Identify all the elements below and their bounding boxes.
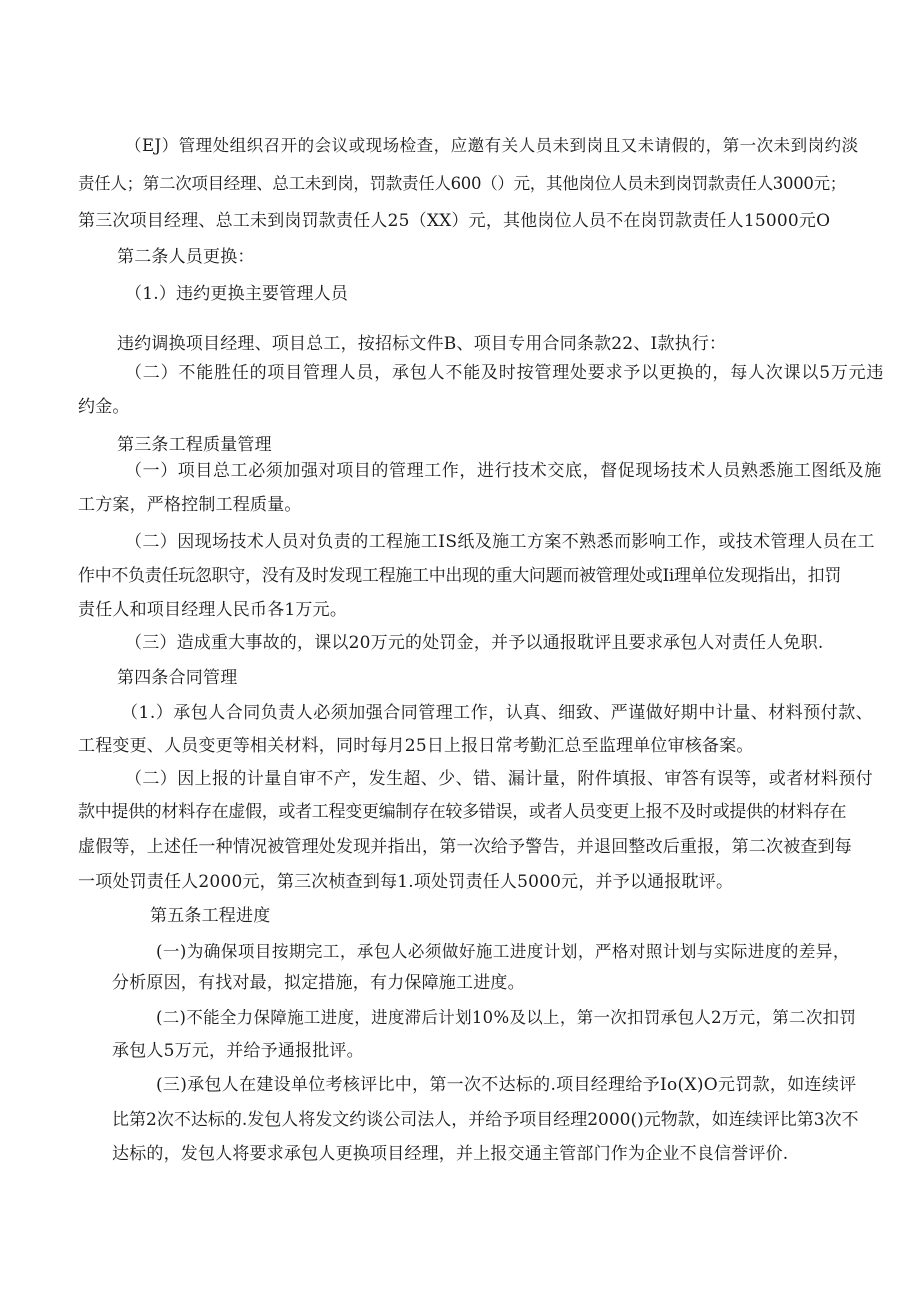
text-line: 工程变更、人员变更等相关材料，同时每月25日上报日常考勤汇总至监理单位审核备案。: [78, 736, 754, 756]
text-line: （三）造成重大事故的，课以20万元的处罚金，并予以通报耽评且要求承包人对责任人免职.: [125, 633, 824, 653]
text-line: (二)不能全力保障施工进度，进度滞后计划10%及以上，第一次扣罚承包人2万元，第二次扣罚: [156, 1008, 857, 1027]
text-line: 第三次项目经理、总工未到岗罚款责任人25（XX）元，其他岗位人员不在岗罚款责任人15000元O: [78, 211, 831, 231]
text-line: 承包人5万元，并给予通报批评。: [112, 1041, 364, 1061]
text-line: (一)为确保项目按期完工，承包人必须做好施工进度计划，严格对照计划与实际进度的差异，: [156, 942, 850, 961]
text-line: 一项处罚责任人2000元，第三次桢查到每1.项处罚责任人5000元，并予以通报耽评。: [78, 872, 734, 892]
text-line: （二）因上报的计量自审不产，发生超、少、错、漏计量，附件填报、审答有误等，或者材料预付: [125, 769, 874, 789]
text-line: 比第2次不达标的.发包人将发文约谈公司法人，并给予项目经理2000()元物款，如连续评比第3次不: [112, 1110, 859, 1130]
text-line: 责任人和项目经理人民币各1万元。: [78, 600, 348, 620]
text-line: (三)承包人在建设单位考核评比中，第一次不达标的.项目经理给予Io(X)O元罚款，如连续评: [156, 1075, 857, 1095]
text-line: 作中不负责任玩忽职守，没有及时发现工程施工中出现的重大问题而被管理处或Ii理单位发现指出，扣罚: [78, 566, 842, 586]
text-line: 工方案，严格控制工程质量。: [78, 495, 302, 515]
text-line: 分析原因，有找对最，拟定措施，有力保障施工进度。: [112, 973, 525, 993]
text-line: （EJ）管理处组织召开的会议或现场检查，应邀有关人员未到岗且又未请假的，第一次未到岗约淡: [125, 136, 859, 155]
section-heading: 第五条工程进度: [150, 906, 271, 926]
text-line: 责任人；第二次项目经理、总工未到岗，罚款责任人600（）元，其他岗位人员未到岗罚款责任人3000元；: [78, 174, 846, 193]
text-line: （一）项目总工必须加强对项目的管理工作，进行技术交底，督促现场技术人员熟悉施工图纸及施: [125, 461, 882, 481]
text-line: （1.）承包人合同负责人必须加强合同管理工作，认真、细致、严谨做好期中计量、材料预付款、: [121, 703, 874, 723]
text-line: （1.）违约更换主要管理人员: [125, 284, 349, 304]
section-heading: 第三条工程质量管理: [117, 435, 272, 455]
section-heading: 第四条合同管理: [117, 668, 238, 688]
text-line: 达标的，发包人将要求承包人更换项目经理，并上报交通主管部门作为企业不良信誉评价.: [112, 1144, 789, 1164]
text-line: 虚假等，上述任一种情况被管理处发现并指出，第一次给予警告，并退回整改后重报，第二次被查到每: [78, 837, 852, 857]
text-line: （二）因现场技术人员对负责的工程施工IS纸及施工方案不熟悉而影响工作，或技术管理人员在工: [125, 532, 875, 552]
text-line: 款中提供的材料存在虚假，或者工程变更编制存在较多错误，或者人员变更上报不及时或提供的材料存在: [78, 802, 847, 822]
text-line: （二）不能胜任的项目管理人员，承包人不能及时按管理处要求予以更换的，每人次课以5万元违: [125, 363, 885, 383]
section-heading: 第二条人员更换：: [117, 247, 255, 267]
text-line: 约金。: [78, 397, 130, 417]
text-line: 违约调换项目经理、项目总工，按招标文件B、项目专用合同条款22、I款执行：: [117, 334, 727, 354]
